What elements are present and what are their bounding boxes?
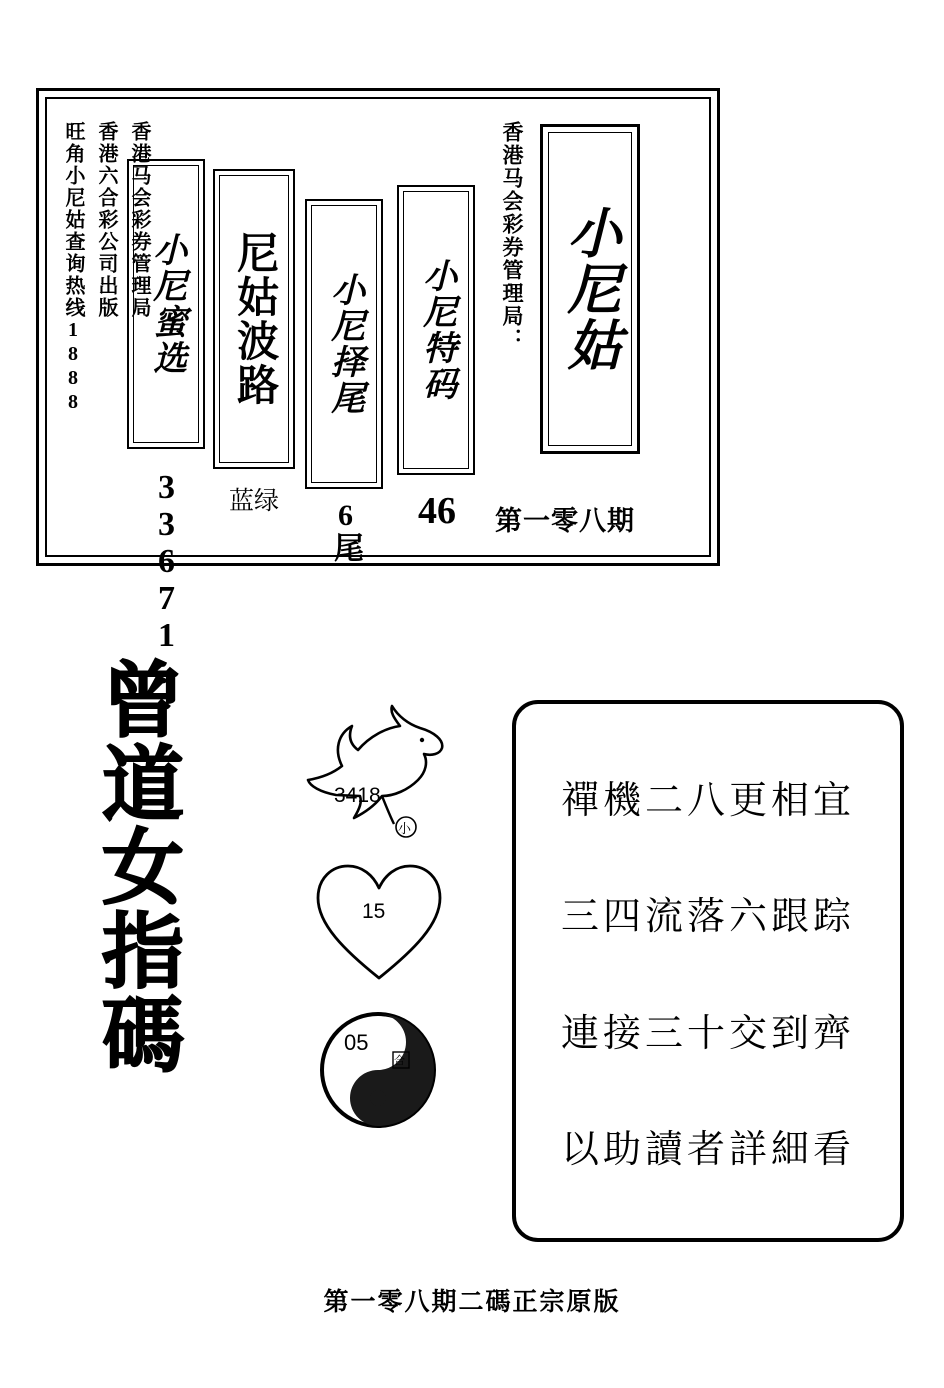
cell-value-mi-xuan: 33671 [148,469,185,654]
yin-yang-number: 05 [344,1030,369,1055]
dove-sub-label: 小 [398,818,411,837]
verse-box [512,700,904,1242]
verse-line-2: 三四流落六跟踪 [560,894,855,939]
credit-column-3: 旺角小尼姑查询热线1888 [62,121,84,415]
dove-number: 3418 [334,784,381,807]
brand-title [78,653,208,1084]
cell-box-bo-lu [213,169,295,469]
brand-char-4: 指 [101,903,184,1000]
verse-line-1: 禪機二八更相宜 [560,777,855,822]
heart-number: 15 [362,900,386,923]
credit-column-1: 香港马会彩券管理局 [128,121,150,319]
dove-icon [290,700,470,850]
cell-box-mi-xuan [127,159,205,449]
top-poster-inner-border [45,97,711,654]
cell-box-te-ma [397,185,475,475]
cell-value-mi-xuan-wrap [125,469,207,663]
footer-caption: 第一零八期二碼正宗原版 [323,1287,621,1316]
poster-org-label: 香港马会彩券管理局： [500,121,524,351]
brand-char-5: 碼 [101,987,184,1084]
cell-label-te-ma: 小尼特码 [417,258,455,402]
cell-box-bo-lu-inner [219,175,289,463]
poster-issue-label: 第一零八期 [495,506,635,536]
cell-value-cai-wei: 6尾 [329,499,362,562]
cell-box-mi-xuan-inner [133,165,199,443]
cell-label-bo-lu: 尼姑波路 [231,231,278,407]
yin-yang-sub-label: 合 [394,1052,405,1068]
poster-title-box [540,124,640,454]
yin-yang-icon [308,1000,448,1140]
cell-value-te-ma: 46 [418,490,456,532]
cell-box-cai-wei-inner [311,205,377,483]
cell-value-cai-wei-wrap [303,499,387,570]
brand-char-3: 女 [101,820,184,917]
brand-char-1: 曾 [101,653,184,749]
verse-line-3: 連接三十交到齊 [560,1010,855,1055]
symbols-column [290,700,470,1120]
page-title: 小尼姑 [560,205,621,373]
poster-title-box-inner [548,132,632,446]
cell-value-bo-lu: 蓝绿 [228,488,279,515]
verse-line-4: 以助讀者詳細看 [560,1127,855,1172]
credit-column-2: 香港六合彩公司出版 [95,121,117,319]
cell-label-cai-wei: 小尼择尾 [325,272,363,416]
top-poster [36,88,720,654]
cell-box-te-ma-inner [403,191,469,469]
cell-box-cai-wei [305,199,383,489]
brand-char-2: 道 [101,736,184,833]
cell-label-mi-xuan: 小尼蜜选 [147,232,185,376]
